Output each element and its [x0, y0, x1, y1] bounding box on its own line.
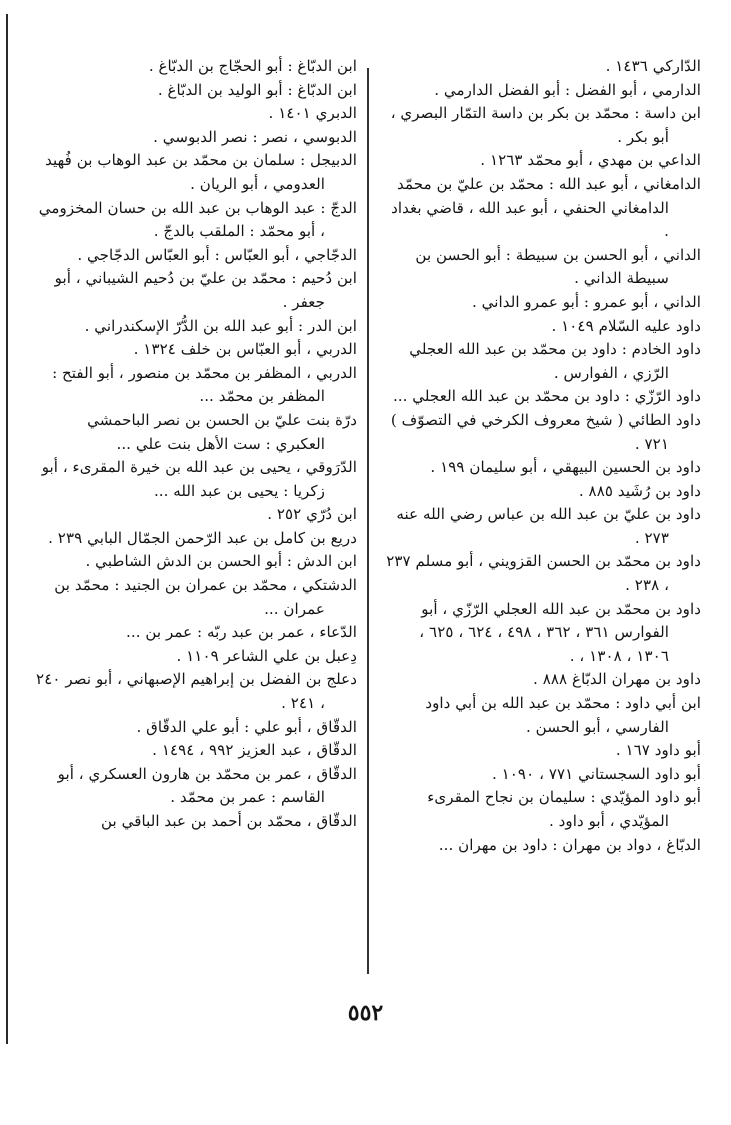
index-entry: الداني ، أبو عمرو : أبو عمرو الداني . — [471, 292, 701, 311]
index-entry: ابن الدش : أبو الحسن بن الدش الشاطبي . — [85, 552, 357, 571]
index-entry: الدقّاق ، محمّد بن أحمد بن عبد الباقي بن — [100, 812, 357, 830]
index-entry: الدقّاق ، عمر بن محمّد بن هارون العسكري ، أبو القاسم : عمر بن محمّد . — [57, 764, 357, 807]
index-entry: الدربي ، المظفر بن محمّد بن منصور ، أبو الفتح : المظفر بن محمّد ... — [52, 363, 357, 406]
index-entry: دِعبل بن علي الشاعر ١١٠٩ . — [176, 646, 357, 665]
index-entry: الدارمي ، أبو الفضل : أبو الفضل الدارمي . — [434, 80, 701, 99]
index-entry: داود بن الحسين البيهقي ، أبو سليمان ١٩٩ . — [430, 458, 701, 477]
index-entry: الدّرَوقي ، يحيى بن عبد الله بن خيرة المقرىء ، أبو زكريا : يحيى بن عبد الله ... — [41, 458, 357, 500]
index-entry: الدبري ١٤٠١ . — [268, 104, 357, 123]
page-edge-line — [6, 14, 8, 1044]
index-entry: ابن الدر : أبو عبد الله بن الدُّرّ الإسكندراني . — [84, 316, 357, 335]
index-entry: الدّعاء ، عمر بن عبد ربّه : عمر بن ... — [126, 623, 357, 642]
index-entry: الدجّ : عبد الوهاب بن عبد الله بن حسان المخزومي ، أبو محمّد : الملقب بالدجّ . — [38, 198, 357, 241]
index-entry: الداعي بن مهدي ، أبو محمّد ١٢٦٣ . — [480, 151, 701, 170]
page-number: ٥٥٢ — [347, 1000, 384, 1026]
index-entry: دعلج بن الفضل بن إبراهيم الإصبهاني ، أبو نصر ٢٤٠ ، ٢٤١ . — [36, 670, 357, 713]
index-column-right — [383, 55, 701, 857]
index-entry: داود الرّزّي : داود بن محمّد بن عبد الله العجلي ... — [392, 387, 701, 406]
index-entry: داود عليه السّلام ١٠٤٩ . — [551, 316, 701, 335]
index-entry: الدّاركي ١٤٣٦ . — [605, 57, 701, 75]
index-entry: داود بن محمّد بن الحسن القزويني ، أبو مسلم ٢٣٧ ، ٢٣٨ . — [386, 552, 701, 595]
index-entry: داود الطائي ( شيخ معروف الكرخي في التصوّف ) ٧٢١ . — [390, 410, 701, 453]
index-column-left — [35, 55, 357, 834]
index-entry: ابن دُرّي ٢٥٢ . — [267, 505, 357, 524]
index-entry: ابن أبي داود : محمّد بن عبد الله بن أبي داود الفارسي ، أبو الحسن . — [425, 694, 701, 736]
index-entry: داود بن عليّ بن عبد الله بن عباس رضي الله عنه ٢٧٣ . — [396, 505, 701, 547]
index-entry: الدجّاجي ، أبو العبّاس : أبو العبّاس الدجّاجي . — [77, 245, 357, 264]
index-entry: أبو داود المؤيّدي : سليمان بن نجاح المقرىء المؤيّدي ، أبو داود . — [427, 788, 701, 830]
index-entry: أبو داود السجستاني ٧٧١ ، ١٠٩٠ . — [491, 764, 701, 783]
index-entry: الدامغاني ، أبو عبد الله : محمّد بن عليّ بن محمّد الدامغاني الحنفي ، أبو عبد الله ، قاضي بغداد . — [391, 174, 701, 241]
index-entry: درّة بنت عليّ بن الحسن بن نصر الباحمشي العكبري : ست الأهل بنت علي ... — [87, 410, 357, 453]
index-entry: ابن الدبّاغ : أبو الحجّاج بن الدبّاغ . — [148, 57, 357, 75]
index-entry: الدبّاغ ، دواد بن مهران : داود بن مهران ... — [438, 835, 701, 854]
index-entry: الدقّاق ، عبد العزيز ٩٩٢ ، ١٤٩٤ . — [152, 741, 357, 760]
index-entry: أبو داود ١٦٧ . — [615, 741, 701, 760]
index-entry: داود الخادم : داود بن محمّد بن عبد الله العجلي الرّزي ، الفوارس . — [409, 340, 701, 382]
index-entry: الدقّاق ، أبو علي : أبو علي الدقّاق . — [136, 717, 357, 736]
index-entry: داود بن رُشَيد ٨٨٥ . — [578, 481, 701, 500]
index-entry: الدبوسي ، نصر : نصر الدبوسي . — [153, 127, 357, 146]
index-entry: الداني ، أبو الحسن بن سبيطة : أبو الحسن بن سبيطة الداني . — [415, 245, 701, 288]
index-entry: الدشتكي ، محمّد بن عمران بن الجنيد : محمّد بن عمران ... — [54, 576, 357, 618]
index-entry: ابن دُحيم : محمّد بن عليّ بن دُحيم الشيباني ، أبو جعفر . — [54, 269, 357, 311]
index-entry: داود بن محمّد بن عبد الله العجلي الرّزّي ، أبو الفوارس ٣٦١ ، ٣٦٢ ، ٤٩٨ ، ٦٢٤ ، ٦٢٥ ، ١٣٠٦ ، ١٣٠٨ ، . — [419, 599, 701, 665]
index-entry: ابن الدبّاغ : أبو الوليد بن الدبّاغ . — [157, 80, 357, 99]
index-entry: الدبيجل : سلمان بن محمّد بن عبد الوهاب بن فُهيد العدومي ، أبو الريان . — [45, 151, 357, 193]
index-entry: داود بن مهران الدبّاغ ٨٨٨ . — [533, 670, 701, 689]
index-entry: الدربي ، أبو العبّاس بن خلف ١٣٢٤ . — [133, 340, 357, 359]
index-entry: ابن داسة : محمّد بن بكر بن داسة التمّار البصري ، أبو بكر . — [390, 104, 701, 146]
index-entry: دريع بن كامل بن عبد الرّحمن الجمّال البابي ٢٣٩ . — [48, 528, 357, 547]
column-divider — [367, 68, 369, 974]
